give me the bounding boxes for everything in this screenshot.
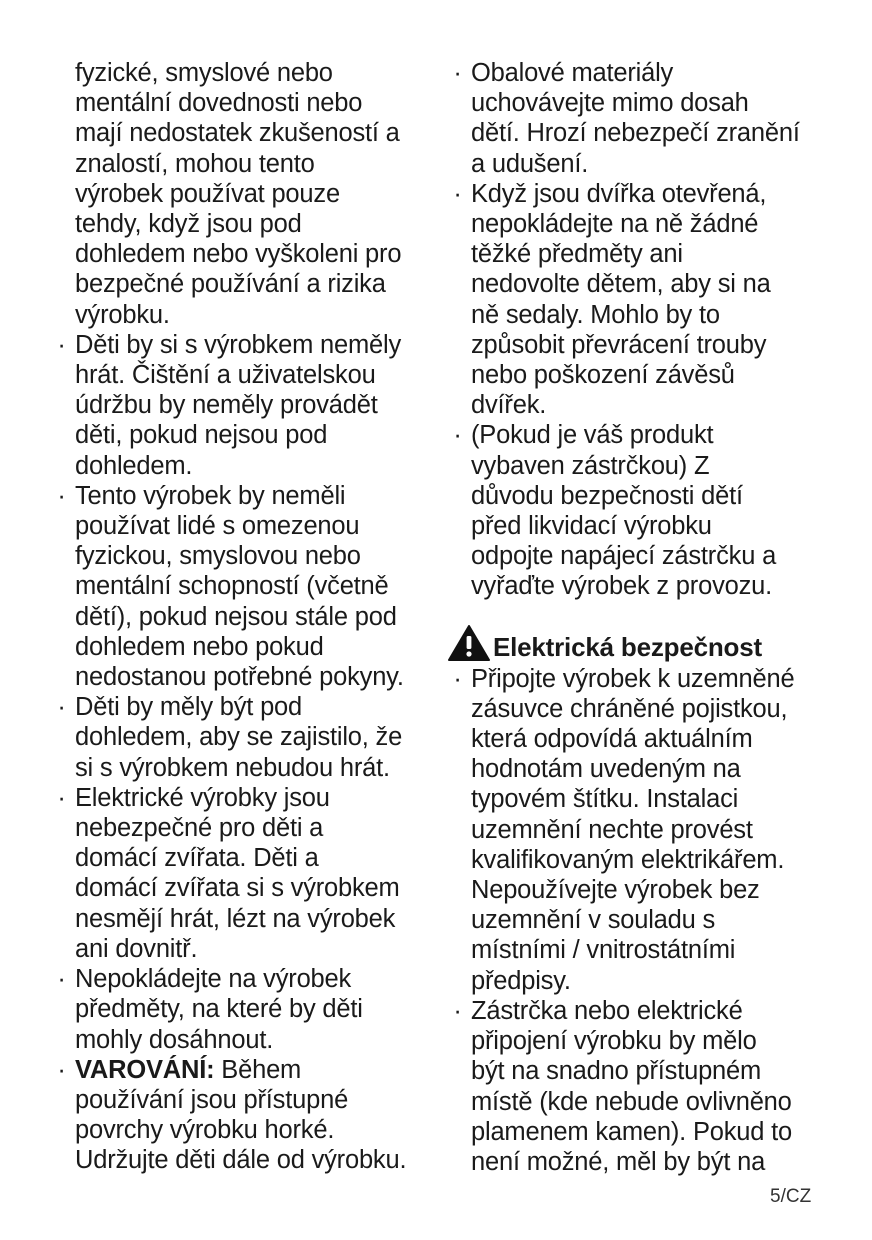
text-line: kvalifikovaným elektrikářem.: [471, 845, 785, 874]
text-line: nesmějí hrát, lézt na výrobek: [75, 904, 396, 933]
text-line: Tento výrobek by neměli: [75, 481, 346, 510]
bullet-icon: ·: [57, 693, 66, 722]
bullet-icon: ·: [453, 179, 462, 208]
text-line: nepokládejte na ně žádné: [471, 210, 759, 239]
text-line: uzemnění nechte provést: [471, 815, 753, 844]
text-line: nedostanou potřebné pokyny.: [75, 663, 404, 692]
text-line: údržbu by neměly provádět: [75, 391, 378, 420]
text-line: důvodu bezpečnosti dětí: [471, 481, 743, 510]
bullet-icon: ·: [57, 330, 66, 359]
bullet-icon: ·: [57, 783, 66, 812]
warning-triangle-icon: [447, 624, 491, 662]
right-column: [444, 58, 836, 1177]
text-line: dvířek.: [471, 391, 547, 420]
bullet-icon: ·: [453, 664, 462, 693]
bullet-icon: ·: [57, 1055, 66, 1084]
text-line: dohledem nebo pokud: [75, 632, 324, 661]
text-line: [75, 1055, 440, 1085]
text-line: dohledem, aby se zajistilo, že: [75, 723, 403, 752]
text-line: (Pokud je váš produkt: [471, 421, 714, 450]
text-line: povrchy výrobku horké.: [75, 1116, 335, 1145]
text-line: ani dovnitř.: [75, 934, 198, 963]
text-line: a udušení.: [471, 149, 589, 178]
text-line: odpojte napájecí zástrčku a: [471, 542, 777, 571]
text-line: nebo poškození závěsů: [471, 361, 735, 390]
text-line: fyzickou, smyslovou nebo: [75, 542, 361, 571]
list-item: [444, 420, 836, 601]
text-line: Děti by měly být pod: [75, 693, 303, 722]
warning-text: Během: [214, 1055, 302, 1084]
text-line: ně sedaly. Mohlo by to: [471, 300, 720, 329]
intro-paragraph: [48, 58, 440, 330]
text-line: dětí), pokud nejsou stále pod: [75, 602, 397, 631]
text-line: Nepoužívejte výrobek bez: [471, 876, 760, 905]
warning-label: VAROVÁNÍ:: [75, 1055, 215, 1084]
text-line: místními / vnitrostátními: [471, 936, 736, 965]
text-line: dohledem nebo vyškoleni pro: [75, 240, 402, 269]
left-column: [48, 58, 440, 1176]
bullet-icon: ·: [453, 996, 462, 1025]
text-line: Když jsou dvířka otevřená,: [471, 179, 767, 208]
text-line: typovém štítku. Instalaci: [471, 785, 739, 814]
text-line: uzemnění v souladu s: [471, 906, 716, 935]
text-line: způsobit převrácení trouby: [471, 330, 767, 359]
text-line: tehdy, když jsou pod: [75, 210, 302, 239]
text-line: předpisy.: [471, 966, 571, 995]
text-line: vybaven zástrčkou) Z: [471, 451, 710, 480]
text-line: která odpovídá aktuálním: [471, 725, 753, 754]
text-line: mohly dosáhnout.: [75, 1025, 274, 1054]
text-line: nebezpečné pro děti a: [75, 814, 324, 843]
text-line: dětí. Hrozí nebezpečí zranění: [471, 119, 800, 148]
text-line: uchovávejte mimo dosah: [471, 89, 749, 118]
list-item: [48, 481, 440, 692]
text-line: fyzické, smyslové nebo: [75, 59, 333, 87]
text-line: vyřaďte výrobek z provozu.: [471, 572, 773, 601]
text-line: Elektrické výrobky jsou: [75, 783, 330, 812]
text-line: těžké předměty ani: [471, 240, 683, 269]
text-line: mají nedostatek zkušeností a: [75, 119, 400, 148]
text-line: není možné, měl by být na: [471, 1147, 766, 1176]
text-line: děti, pokud nejsou pod: [75, 421, 328, 450]
text-line: Udržujte děti dále od výrobku.: [75, 1146, 407, 1175]
text-line: Nepokládejte na výrobek: [75, 965, 352, 994]
section-heading-text: Elektrická bezpečnost: [493, 631, 762, 662]
bullet-icon: ·: [453, 421, 462, 450]
list-item: [444, 58, 836, 179]
section-heading: [444, 624, 836, 662]
text-line: nedovolte dětem, aby si na: [471, 270, 771, 299]
text-line: používání jsou přístupné: [75, 1085, 349, 1114]
text-line: domácí zvířata. Děti a: [75, 844, 319, 873]
text-line: Obalové materiály: [471, 59, 674, 87]
text-line: před likvidací výrobku: [471, 512, 712, 541]
text-line: Děti by si s výrobkem neměly: [75, 330, 401, 359]
text-line: mentální schopností (včetně: [75, 572, 389, 601]
list-item: [444, 664, 836, 996]
text-line: místě (kde nebude ovlivněno: [471, 1087, 792, 1116]
text-line: dohledem.: [75, 451, 193, 480]
list-item: [444, 179, 836, 421]
text-line: připojení výrobku by mělo: [471, 1027, 757, 1056]
bullet-icon: ·: [57, 965, 66, 994]
list-item: [48, 330, 440, 481]
text-line: předměty, na které by děti: [75, 995, 363, 1024]
text-line: zásuvce chráněné pojistkou,: [471, 694, 788, 723]
text-line: Připojte výrobek k uzemněné: [471, 664, 795, 693]
text-line: používat lidé s omezenou: [75, 512, 360, 541]
bullet-icon: ·: [453, 59, 462, 87]
list-item: [48, 692, 440, 783]
text-line: bezpečné používání a rizika: [75, 270, 386, 299]
list-item: [48, 783, 440, 964]
text-line: znalostí, mohou tento: [75, 149, 315, 178]
list-item: [444, 996, 836, 1177]
text-line: domácí zvířata si s výrobkem: [75, 874, 400, 903]
text-line: Zástrčka nebo elektrické: [471, 996, 743, 1025]
page-number: 5/CZ: [770, 1186, 812, 1207]
bullet-icon: ·: [57, 481, 66, 510]
text-line: plamenem kamen). Pokud to: [471, 1117, 792, 1146]
text-line: si s výrobkem nebudou hrát.: [75, 753, 390, 782]
text-line: hodnotám uvedeným na: [471, 755, 741, 784]
text-line: výrobku.: [75, 300, 170, 329]
text-line: mentální dovednosti nebo: [75, 89, 363, 118]
text-line: být na snadno přístupném: [471, 1057, 762, 1086]
warning-item: [48, 1055, 440, 1176]
text-line: hrát. Čištění a uživatelskou: [75, 361, 376, 390]
list-item: [48, 964, 440, 1055]
text-line: výrobek používat pouze: [75, 179, 340, 208]
